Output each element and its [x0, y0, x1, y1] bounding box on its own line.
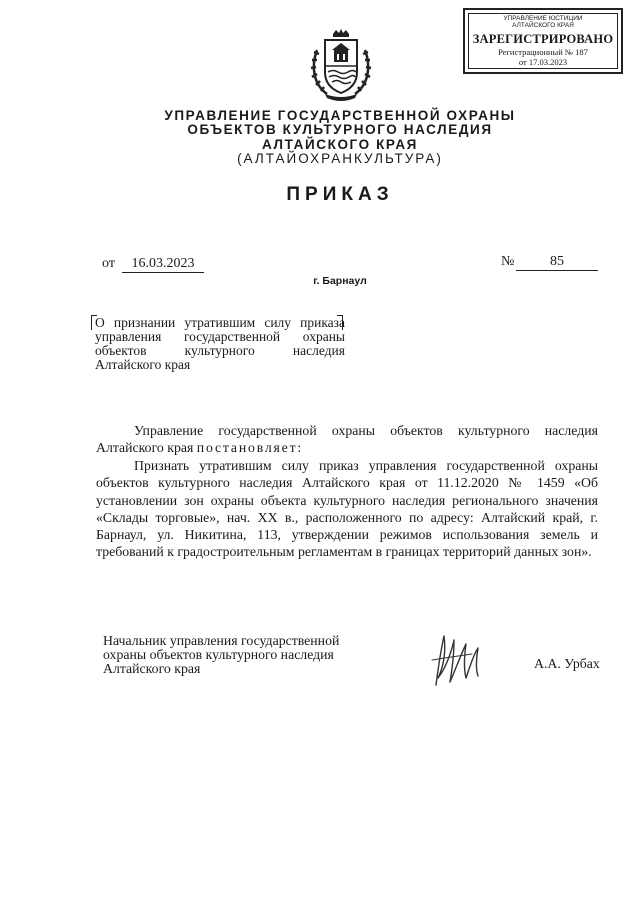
stamp-registered: ЗАРЕГИСТРИРОВАНО [472, 32, 614, 46]
stamp-reg-number: Регистрационный № 187 [498, 47, 588, 57]
signer-position-line2: охраны объектов культурного наследия [103, 647, 334, 662]
handwritten-signature-icon [424, 630, 494, 690]
org-short-name: (АЛТАЙОХРАНКУЛЬТУРА) [237, 151, 443, 166]
body-paragraph-1 [96, 422, 598, 457]
org-name-line2: ОБЪЕКТОВ КУЛЬТУРНОГО НАСЛЕДИЯ [187, 122, 493, 137]
org-name-line1: УПРАВЛЕНИЕ ГОСУДАРСТВЕННОЙ ОХРАНЫ [164, 108, 516, 123]
signer-position-line1: Начальник управления государственной [103, 633, 340, 648]
number-prefix: № [501, 254, 515, 269]
order-number: 85 [516, 254, 598, 271]
resolves-word: постановляет: [196, 440, 304, 456]
signer-position [103, 634, 383, 676]
city: г. Барнаул [313, 275, 367, 287]
order-subject: О признании утратившим силу приказа управления государственной охраны объектов культурного наследия Алтайского края [95, 315, 345, 372]
signer-position-line3: Алтайского края [103, 661, 201, 676]
date-prefix: от [102, 256, 115, 271]
stamp-frame [468, 13, 618, 69]
coat-of-arms-icon [303, 28, 379, 104]
signer-name: А.А. Урбах [534, 656, 600, 671]
stamp-authority-line1: УПРАВЛЕНИЕ ЮСТИЦИИ [503, 15, 583, 22]
org-name-line3: АЛТАЙСКОГО КРАЯ [262, 137, 418, 152]
body-paragraph-1-text: Управление государственной охраны объектов культурного наследия Алтайского края [96, 423, 598, 456]
document-type: ПРИКАЗ [286, 184, 394, 205]
order-date: 16.03.2023 [122, 256, 204, 273]
registration-stamp [463, 8, 623, 74]
stamp-authority-line2: АЛТАЙСКОГО КРАЯ [512, 22, 574, 29]
body-paragraph-2: Признать утратившим силу приказ управления государственной охраны объектов культурного наследия Алтайского края от 11.12.2020 № 1459 «Об установлении зон охраны объекта культурного наследия регионального значения «Склады торговые», нач. XX в., расположенного по адресу: Алтайский край, г. Барнаул, ул. Никитина, 113, утверждении режимов использования земель и требований к градостроительным регламентам в границах территорий данных зон». [96, 458, 598, 560]
stamp-reg-date: от 17.03.2023 [518, 57, 568, 67]
